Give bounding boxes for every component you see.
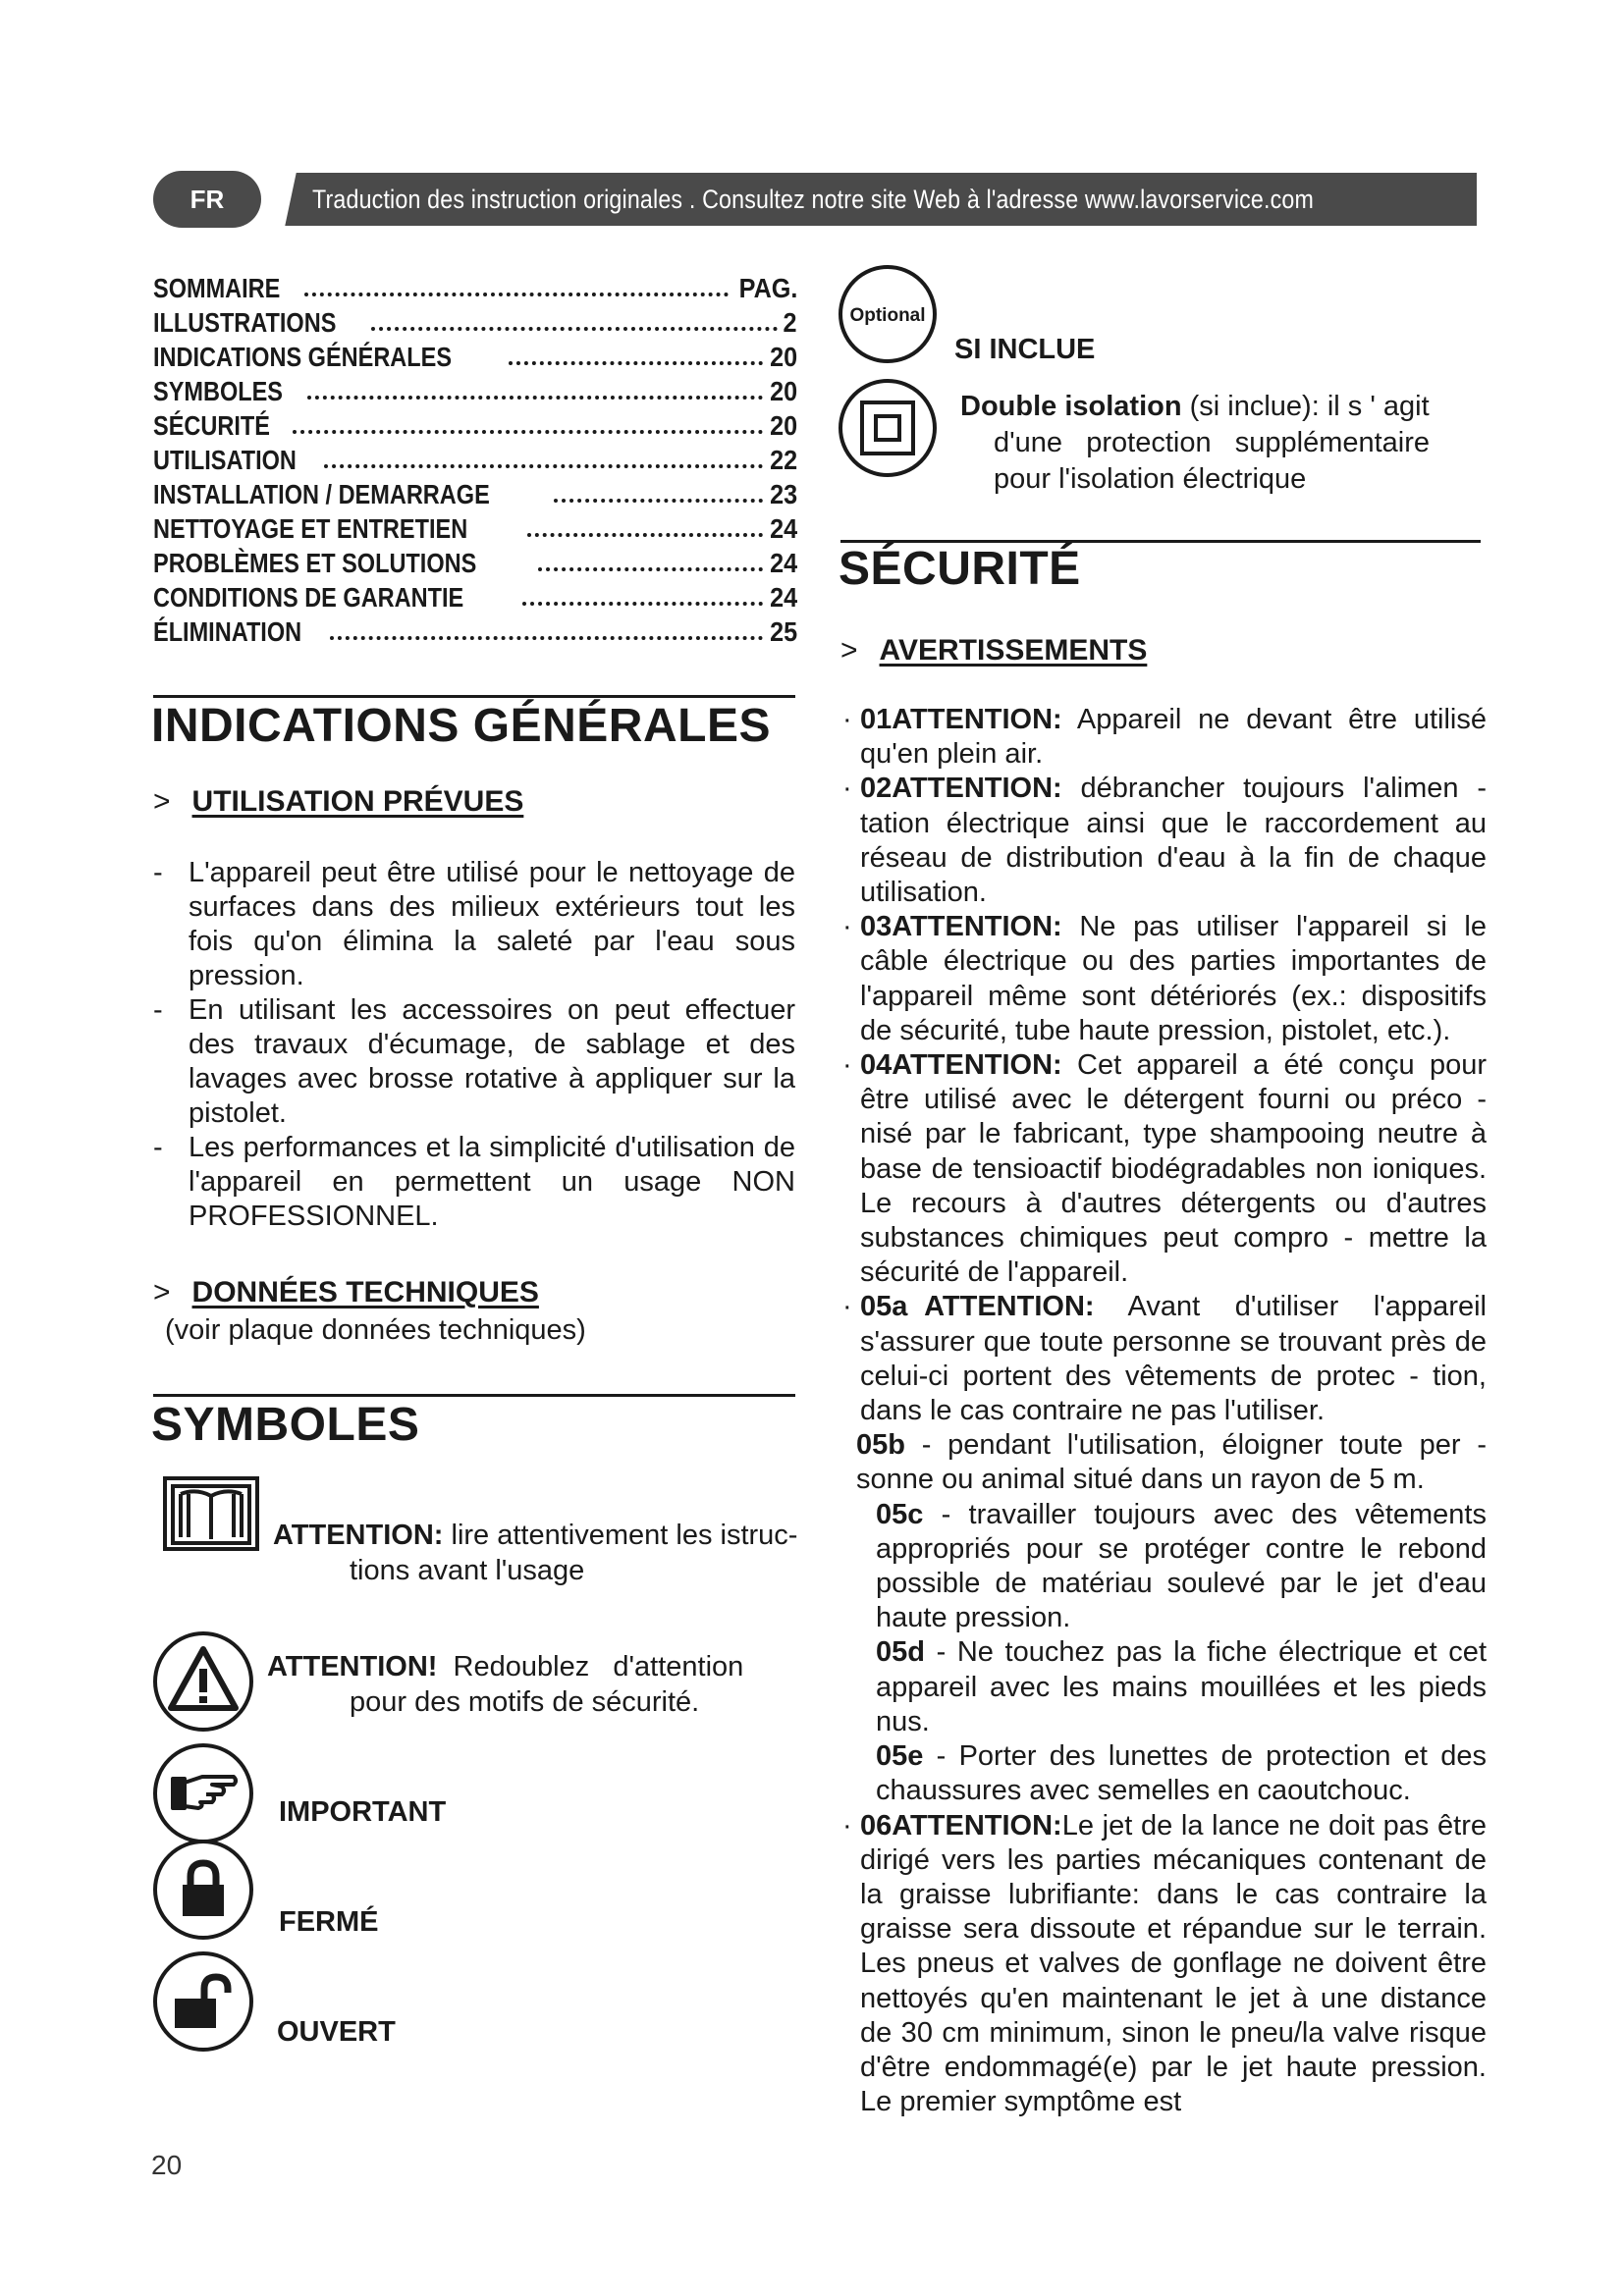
table-of-contents <box>153 271 797 649</box>
warning-sub-text: - Ne touchez pas la fiche électrique et cet appareil avec les mains mouillées et les pieds nus. <box>876 1636 1487 1737</box>
subheading-usage-label: UTILISATION PRÉVUES <box>191 785 524 818</box>
section-rule <box>153 1394 795 1397</box>
toc-page: 24 <box>769 513 797 544</box>
toc-label: ILLUSTRATIONS <box>153 307 337 338</box>
toc-page: 22 <box>769 445 797 475</box>
warning-sub-text: - travailler toujours avec des vêtements appropriés pour se protéger contre le rebond possible de matériau soulevé par le jet d'eau haute pression. <box>876 1498 1487 1634</box>
symbol-locked-label: FERMÉ <box>279 1906 379 1938</box>
warning-sub-text: - Porter des lunettes de protection et des chaussures avec semelles en caoutchouc. <box>876 1740 1487 1807</box>
warning-bold: 02ATTENTION: <box>860 773 1062 805</box>
toc-page: 20 <box>769 342 797 372</box>
subheading-tech: > DONNÉES TECHNIQUES <box>153 1276 539 1308</box>
warning-sub-bold: 05e <box>876 1740 924 1773</box>
toc-row <box>153 580 797 614</box>
optional-badge-icon <box>837 263 939 365</box>
symbol-warning-bold: ATTENTION! <box>267 1651 438 1682</box>
toc-label: CONDITIONS DE GARANTIE <box>153 582 464 613</box>
toc-page: 20 <box>769 410 797 441</box>
symbol-warning-line1: Redoublez d'attention <box>437 1651 744 1682</box>
list-item: · 04ATTENTION: Cet appareil a été conçu pour être utilisé avec le détergent fourni ou préco - nisé par le fabricant, type shampooing neutre à base de tensioactif biodégradables non ioniques. Le recours à d'autres détergents ou d'autres substances chimiques peut compro - mettre la sécurité de l'appareil. <box>842 1049 1487 1289</box>
toc-label: SYMBOLES <box>153 376 283 406</box>
list-item: · 06ATTENTION:Le jet de la lance ne doit pas être dirigé vers les parties mécaniques contenant de la graisse lubrifiante: dans le cas contraire la graisse sera dissoute et répandue sur le terrain. Les pneus et valves de gonflage ne doivent être nettoyés qu'en maintenant le jet à une distance de 30 cm minimum, sinon le pneu/la valve risque d'être endommagé(e) par le jet haute pression. Le premier symptôme est <box>842 1809 1487 2118</box>
subheading-tech-label: DONNÉES TECHNIQUES <box>191 1276 539 1308</box>
tech-note: (voir plaque données techniques) <box>165 1314 586 1346</box>
optional-badge-text: Optional <box>849 305 926 326</box>
language-badge: FR <box>153 171 261 228</box>
manual-book-icon <box>161 1474 261 1555</box>
toc-page: 24 <box>769 582 797 613</box>
subheading-warnings-label: AVERTISSEMENTS <box>879 634 1148 667</box>
list-item <box>842 1635 1487 1739</box>
toc-page: PAG. <box>738 273 797 303</box>
list-item <box>842 1739 1487 1808</box>
toc-page: 20 <box>769 376 797 406</box>
symbol-manual-line2: tions avant l'usage <box>350 1555 585 1586</box>
warning-text: Le jet de la lance ne doit pas être dirigé vers les parties mécaniques contenant de la graisse lubrifiante: dans le cas contraire la graisse sera dissoute et répandue sur le terrain. Les pneus et valves de gonflage ne doivent être nettoyés qu'en maintenant le jet à une distance de 30 cm minimum, sinon le pneu/la valve risque d'être endommagé(e) par le jet haute pression. Le premier symptôme est <box>860 1809 1487 2118</box>
list-item <box>842 1498 1487 1636</box>
section-title-general: INDICATIONS GÉNÉRALES <box>151 700 771 752</box>
warning-triangle-icon <box>151 1629 255 1734</box>
list-item-text: En utilisant les accessoires on peut effectuer des travaux d'écumage, de sablage et des lavages avec brosse rotative à appliquer sur la pistolet. <box>189 994 795 1129</box>
symbol-manual-bold: ATTENTION: <box>273 1520 444 1551</box>
warning-bold: 04ATTENTION: <box>860 1049 1062 1082</box>
warning-sub-bold: 05c <box>876 1498 924 1530</box>
list-item: - Les performances et la simplicité d'utilisation de l'appareil en permettent un usage NON PROFESSIONNEL. <box>153 1132 795 1232</box>
toc-label: INDICATIONS GÉNÉRALES <box>153 342 453 372</box>
toc-row <box>153 546 797 580</box>
toc-label: ÉLIMINATION <box>153 616 302 647</box>
warning-text: débrancher toujours l'alimen - tation électrique ainsi que le raccordement au réseau de distribution d'eau à la fin de chaque utilisation. <box>860 773 1487 909</box>
toc-row <box>153 477 797 511</box>
warning-sub-text: - pendant l'utilisation, éloigner toute per - sonne ou animal situé dans un rayon de 5 m. <box>856 1429 1487 1496</box>
toc-row <box>153 511 797 546</box>
toc-row <box>153 374 797 408</box>
toc-label: SÉCURITÉ <box>153 410 270 441</box>
optional-label: SI INCLUE <box>954 334 1096 365</box>
toc-label: SOMMAIRE <box>153 273 281 303</box>
warning-bold: 03ATTENTION: <box>860 911 1062 943</box>
padlock-closed-icon <box>151 1838 255 1942</box>
list-item: · 01ATTENTION: Appareil ne devant être utilisé qu'en plein air. <box>842 704 1487 771</box>
section-title-symbols: SYMBOLES <box>151 1399 420 1451</box>
toc-label: PROBLÈMES ET SOLUTIONS <box>153 548 477 578</box>
toc-row <box>153 614 797 649</box>
double-isolation-icon <box>837 377 939 479</box>
subheading-warnings: > AVERTISSEMENTS <box>840 634 1148 667</box>
list-item: · 03ATTENTION: Ne pas utiliser l'appareil si le câble électrique ou des parties importantes de l'appareil même sont détériorés (ex.: dispositifs de sécurité, tube haute pression, pistolet, etc.). <box>842 911 1487 1046</box>
double-isolation-line1: (si inclue): il s ' agit <box>1181 391 1430 422</box>
section-title-security: SÉCURITÉ <box>839 543 1081 595</box>
toc-row <box>153 443 797 477</box>
page-number: 20 <box>151 2150 183 2180</box>
toc-label: NETTOYAGE ET ENTRETIEN <box>153 513 468 544</box>
list-item-text: L'appareil peut être utilisé pour le nettoyage de surfaces dans des milieux extérieurs tout les fois qu'on élimina la saleté par l'eau sous pression. <box>189 857 795 991</box>
section-rule <box>153 695 795 698</box>
list-item-text: Les performances et la simplicité d'utilisation de l'appareil en permettent un usage NON PROFESSIONNEL. <box>189 1132 795 1232</box>
symbol-manual-line1: lire attentivement les istruc- <box>443 1520 798 1551</box>
symbol-manual-text <box>273 1518 797 1588</box>
warning-text: Ne pas utiliser l'appareil si le câble électrique ou des parties importantes de l'appareil même sont détériorés (ex.: dispositifs de sécurité, tube haute pression, pistolet, etc.). <box>860 911 1487 1046</box>
toc-page: 25 <box>769 616 797 647</box>
double-isolation-bold: Double isolation <box>960 391 1182 422</box>
toc-row <box>153 305 797 340</box>
toc-page: 23 <box>769 479 797 509</box>
warnings-list <box>842 703 1495 2119</box>
pointing-hand-icon <box>151 1741 255 1845</box>
list-item: · 02ATTENTION: débrancher toujours l'alimen - tation électrique ainsi que le raccordement au réseau de distribution d'eau à la fin de chaque utilisation. <box>842 773 1487 909</box>
symbol-warning-line2: pour des motifs de sécurité. <box>350 1686 700 1718</box>
warning-sub-bold: 05b <box>856 1429 905 1462</box>
toc-label: INSTALLATION / DEMARRAGE <box>153 479 490 509</box>
usage-list <box>153 856 795 1234</box>
double-isolation-line2: d'une protection supplémentaire <box>994 427 1431 458</box>
warning-bold: 01ATTENTION: <box>860 704 1062 735</box>
list-item: · 05a ATTENTION: Avant d'utiliser l'appareil s'assurer que toute personne se trouvant près de celui-ci portent des vêtements de protec - tion, dans le cas contraire ne pas l'utiliser. <box>842 1291 1495 1427</box>
warning-text: Appareil ne devant être utilisé qu'en plein air. <box>860 704 1487 771</box>
header-banner-text: Traduction des instruction originales . Consultez notre site Web à l'adresse www.lavorservice.com <box>312 185 1315 214</box>
double-isolation-text <box>960 389 1481 498</box>
toc-label: UTILISATION <box>153 445 297 475</box>
warning-text: Avant d'utiliser l'appareil s'assurer que toute personne se trouvant près de celui-ci portent des vêtements de protec - tion, dans le cas contraire ne pas l'utiliser. <box>860 1291 1495 1427</box>
list-item: - En utilisant les accessoires on peut effectuer des travaux d'écumage, de sablage et des lavages avec brosse rotative à appliquer sur la pistolet. <box>153 994 795 1129</box>
subheading-usage: > UTILISATION PRÉVUES <box>153 785 524 818</box>
warning-sub-bold: 05d <box>876 1636 925 1669</box>
symbol-warning-text <box>267 1649 795 1720</box>
double-isolation-line3: pour l'isolation électrique <box>994 463 1307 495</box>
warning-text: Cet appareil a été conçu pour être utilisé avec le détergent fourni ou préco - nisé par le fabricant, type shampooing neutre à base de tensioactif biodégradables non ioniques. Le recours à d'autres détergents ou d'autres substances chimiques peut compro - mettre la sécurité de l'appareil. <box>860 1049 1487 1289</box>
toc-row <box>153 340 797 374</box>
list-item <box>842 1428 1487 1497</box>
symbol-open-label: OUVERT <box>277 2016 396 2048</box>
list-item: - L'appareil peut être utilisé pour le nettoyage de surfaces dans des milieux extérieurs tout les fois qu'on élimina la saleté par l'eau sous pression. <box>153 857 795 991</box>
toc-page: 24 <box>769 548 797 578</box>
warning-bold: 05a ATTENTION: <box>860 1291 1095 1323</box>
toc-page: 2 <box>783 307 797 338</box>
toc-row <box>153 408 797 443</box>
warning-bold: 06ATTENTION: <box>860 1809 1062 1842</box>
toc-row <box>153 271 797 305</box>
padlock-open-icon <box>151 1949 255 2054</box>
symbol-important-label: IMPORTANT <box>279 1796 447 1828</box>
